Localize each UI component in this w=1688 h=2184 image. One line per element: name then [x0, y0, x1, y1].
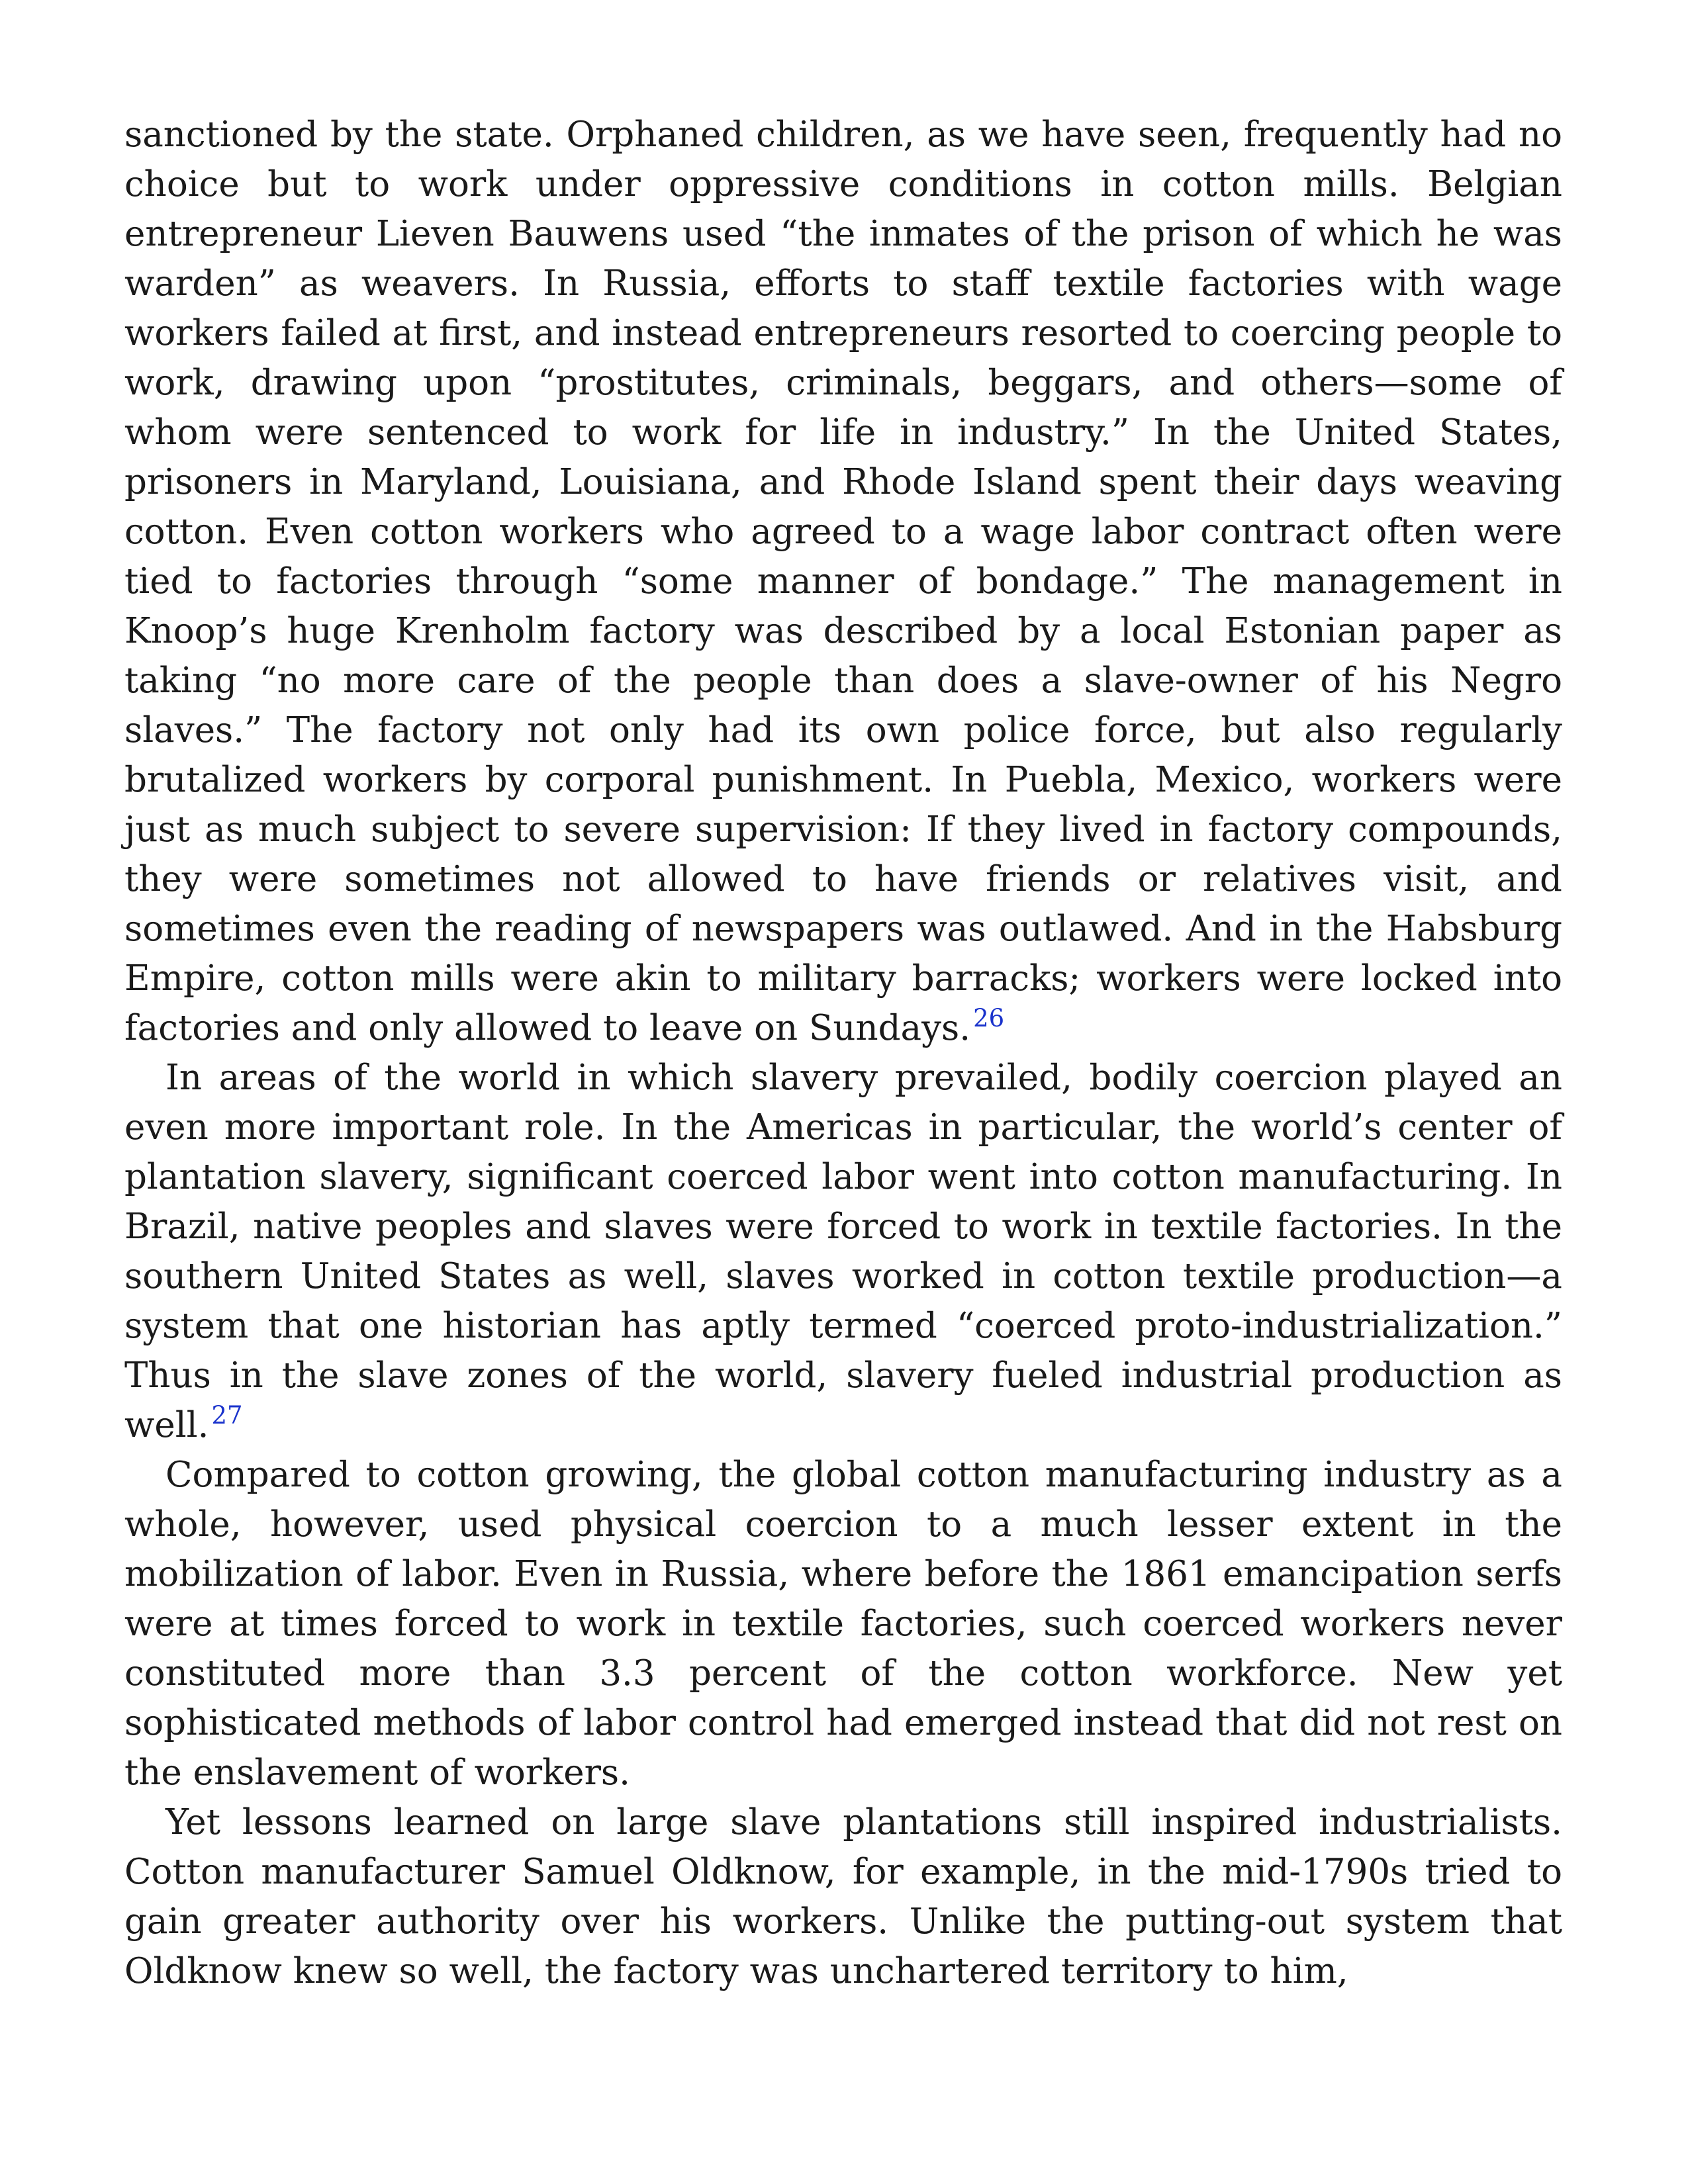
- paragraph-3-text: Compared to cotton growing, the global cotton manufacturing industry as a whole, however, used physical coercion to a much lesser extent in the mobilization of labor. Even in Russia, where before the 1861 emancipation serfs were at times forced to work in textile factories, such coerced workers never constituted more than 3.3 percent of the cotton workforce. New yet sophisticated methods of labor control had emerged instead that did not rest on the enslavement of workers.: [124, 1455, 1562, 1793]
- footnote-27-link[interactable]: 27: [211, 1400, 243, 1430]
- paragraph-2: [124, 1053, 1562, 1450]
- paragraph-4-text: Yet lessons learned on large slave plantations still inspired industrialists. Cotton manufacturer Samuel Oldknow, for example, in the mid-1790s tried to gain greater authority over his workers. Unlike the putting-out system that Oldknow knew so well, the factory was unchartered territory to him,: [124, 1802, 1562, 1991]
- paragraph-1: [124, 110, 1562, 1053]
- footnote-26-link[interactable]: 26: [973, 1003, 1005, 1032]
- paragraph-2-text: In areas of the world in which slavery prevailed, bodily coercion played an even more important role. In the Americas in particular, the world’s center of plantation slavery, significant coerced labor went into cotton manufacturing. In Brazil, native peoples and slaves were forced to work in textile factories. In the southern United States as well, slaves worked in cotton textile production—a system that one historian has aptly termed “coerced proto-industrialization.” Thus in the slave zones of the world, slavery fueled industrial production as well.: [124, 1058, 1562, 1445]
- paragraph-3: [124, 1450, 1562, 1797]
- paragraph-1-text: sanctioned by the state. Orphaned children, as we have seen, frequently had no choice but to work under oppressive conditions in cotton mills. Belgian entrepreneur Lieven Bauwens used “the inmates of the prison of which he was warden” as weavers. In Russia, efforts to staff textile factories with wage workers failed at first, and instead entrepreneurs resorted to coercing people to work, drawing upon “prostitutes, criminals, beggars, and others—some of whom were sentenced to work for life in industry.” In the United States, prisoners in Maryland, Louisiana, and Rhode Island spent their days weaving cotton. Even cotton workers who agreed to a wage labor contract often were tied to factories through “some manner of bondage.” The management in Knoop’s huge Krenholm factory was described by a local Estonian paper as taking “no more care of the people than does a slave-owner of his Negro slaves.” The factory not only had its own police force, but also regularly brutalized workers by corporal punishment. In Puebla, Mexico, workers were just as much subject to severe supervision: If they lived in factory compounds, they were sometimes not allowed to have friends or relatives visit, and sometimes even the reading of newspapers was outlawed. And in the Habsburg Empire, cotton mills were akin to military barracks; workers were locked into factories and only allowed to leave on Sundays.: [124, 114, 1562, 1048]
- paragraph-4: [124, 1797, 1562, 1996]
- page-body: [124, 110, 1562, 1996]
